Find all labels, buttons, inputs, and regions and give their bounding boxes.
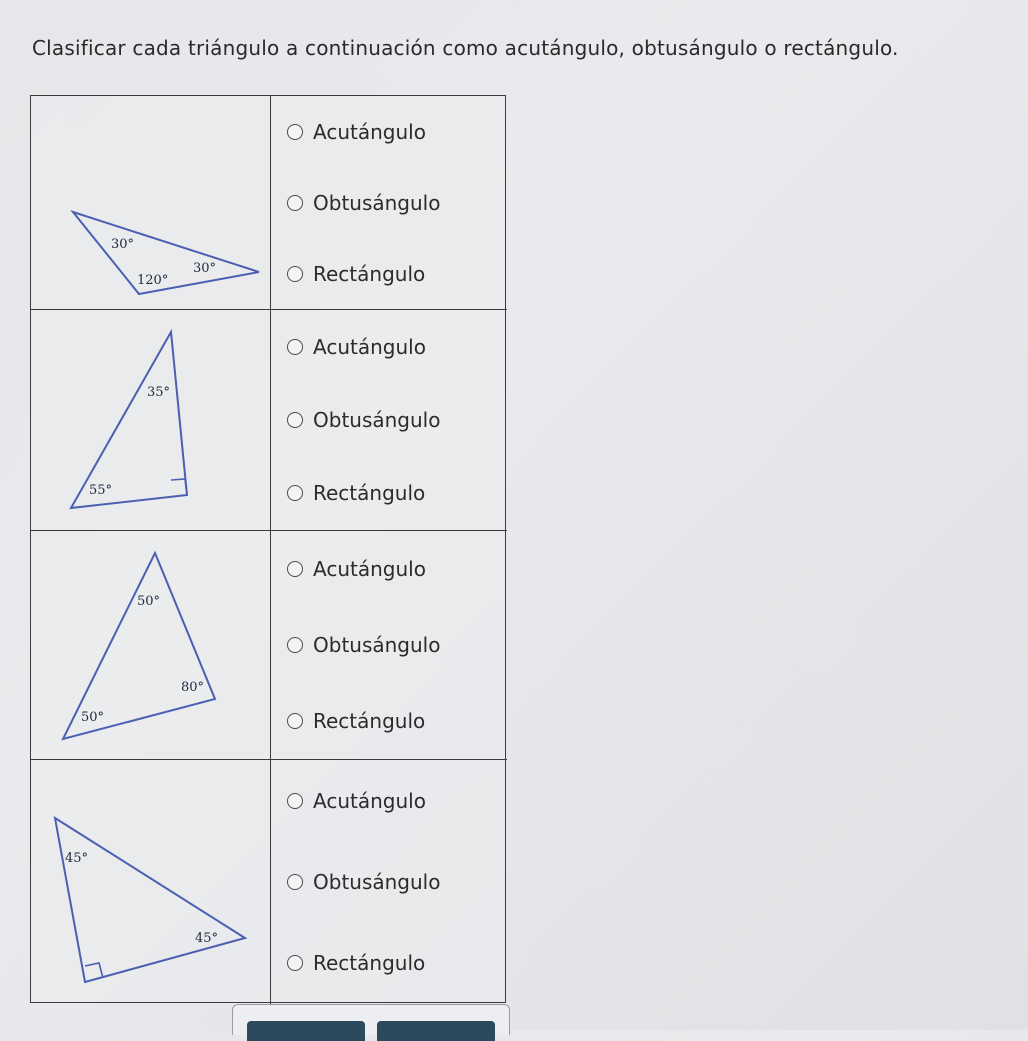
classification-table — [30, 95, 506, 1003]
option-label: Acutángulo — [313, 119, 426, 144]
radio-button[interactable] — [287, 637, 303, 653]
angle-label: 80° — [181, 680, 205, 695]
options-cell-2 — [271, 310, 507, 531]
option-label: Rectángulo — [313, 261, 426, 286]
angle-label: 35° — [147, 385, 171, 400]
options-cell-1 — [271, 96, 507, 310]
option-acute-2[interactable] — [287, 335, 507, 359]
triangle-cell-4 — [31, 760, 271, 1004]
option-label: Obtusángulo — [313, 869, 441, 894]
radio-button[interactable] — [287, 339, 303, 355]
radio-button[interactable] — [287, 713, 303, 729]
triangle-shape-2 — [71, 332, 187, 508]
action-button[interactable] — [377, 1021, 495, 1041]
option-label: Rectángulo — [313, 709, 426, 733]
radio-button[interactable] — [287, 793, 303, 809]
radio-button[interactable] — [287, 561, 303, 577]
radio-button[interactable] — [287, 266, 303, 282]
option-right-3[interactable] — [287, 709, 507, 733]
angle-label: 120° — [137, 273, 169, 288]
right-angle-mark — [171, 479, 187, 495]
triangle-shape-4 — [55, 818, 245, 982]
triangle-figure-1 — [31, 96, 271, 310]
radio-button[interactable] — [287, 485, 303, 501]
options-cell-3 — [271, 531, 507, 760]
triangle-figure-2 — [31, 310, 271, 531]
option-label: Rectángulo — [313, 951, 426, 976]
question-prompt: Clasificar cada triángulo a continuación como acutángulo, obtusángulo o rectángulo. — [32, 36, 899, 60]
option-acute-4[interactable] — [287, 789, 507, 813]
radio-button[interactable] — [287, 874, 303, 890]
action-button[interactable] — [247, 1021, 365, 1041]
option-obtuse-4[interactable] — [287, 870, 507, 894]
option-acute-1[interactable] — [287, 120, 507, 144]
option-acute-3[interactable] — [287, 557, 507, 581]
angle-label: 50° — [137, 594, 161, 609]
angle-label: 45° — [195, 931, 219, 946]
option-label: Acutángulo — [313, 788, 426, 813]
triangle-figure-3 — [31, 531, 271, 760]
angle-label: 30° — [193, 261, 217, 276]
option-right-2[interactable] — [287, 481, 507, 505]
angle-label: 50° — [81, 710, 105, 725]
option-obtuse-3[interactable] — [287, 633, 507, 657]
radio-button[interactable] — [287, 124, 303, 140]
option-label: Obtusángulo — [313, 633, 441, 657]
options-cell-4 — [271, 760, 507, 1004]
angle-label: 45° — [65, 851, 89, 866]
option-right-1[interactable] — [287, 262, 507, 286]
right-angle-mark — [85, 963, 103, 978]
option-label: Rectángulo — [313, 481, 426, 506]
triangle-figure-4 — [31, 760, 271, 1004]
triangle-cell-2 — [31, 310, 271, 531]
bottom-action-bar — [232, 1004, 510, 1035]
option-right-4[interactable] — [287, 951, 507, 975]
radio-button[interactable] — [287, 195, 303, 211]
option-label: Obtusángulo — [313, 190, 441, 215]
option-label: Acutángulo — [313, 334, 426, 359]
triangle-cell-3 — [31, 531, 271, 760]
angle-label: 55° — [89, 483, 113, 498]
angle-label: 30° — [111, 237, 135, 252]
triangle-cell-1 — [31, 96, 271, 310]
radio-button[interactable] — [287, 412, 303, 428]
option-label: Acutángulo — [313, 557, 426, 581]
option-label: Obtusángulo — [313, 407, 441, 432]
option-obtuse-1[interactable] — [287, 191, 507, 215]
option-obtuse-2[interactable] — [287, 408, 507, 432]
radio-button[interactable] — [287, 955, 303, 971]
